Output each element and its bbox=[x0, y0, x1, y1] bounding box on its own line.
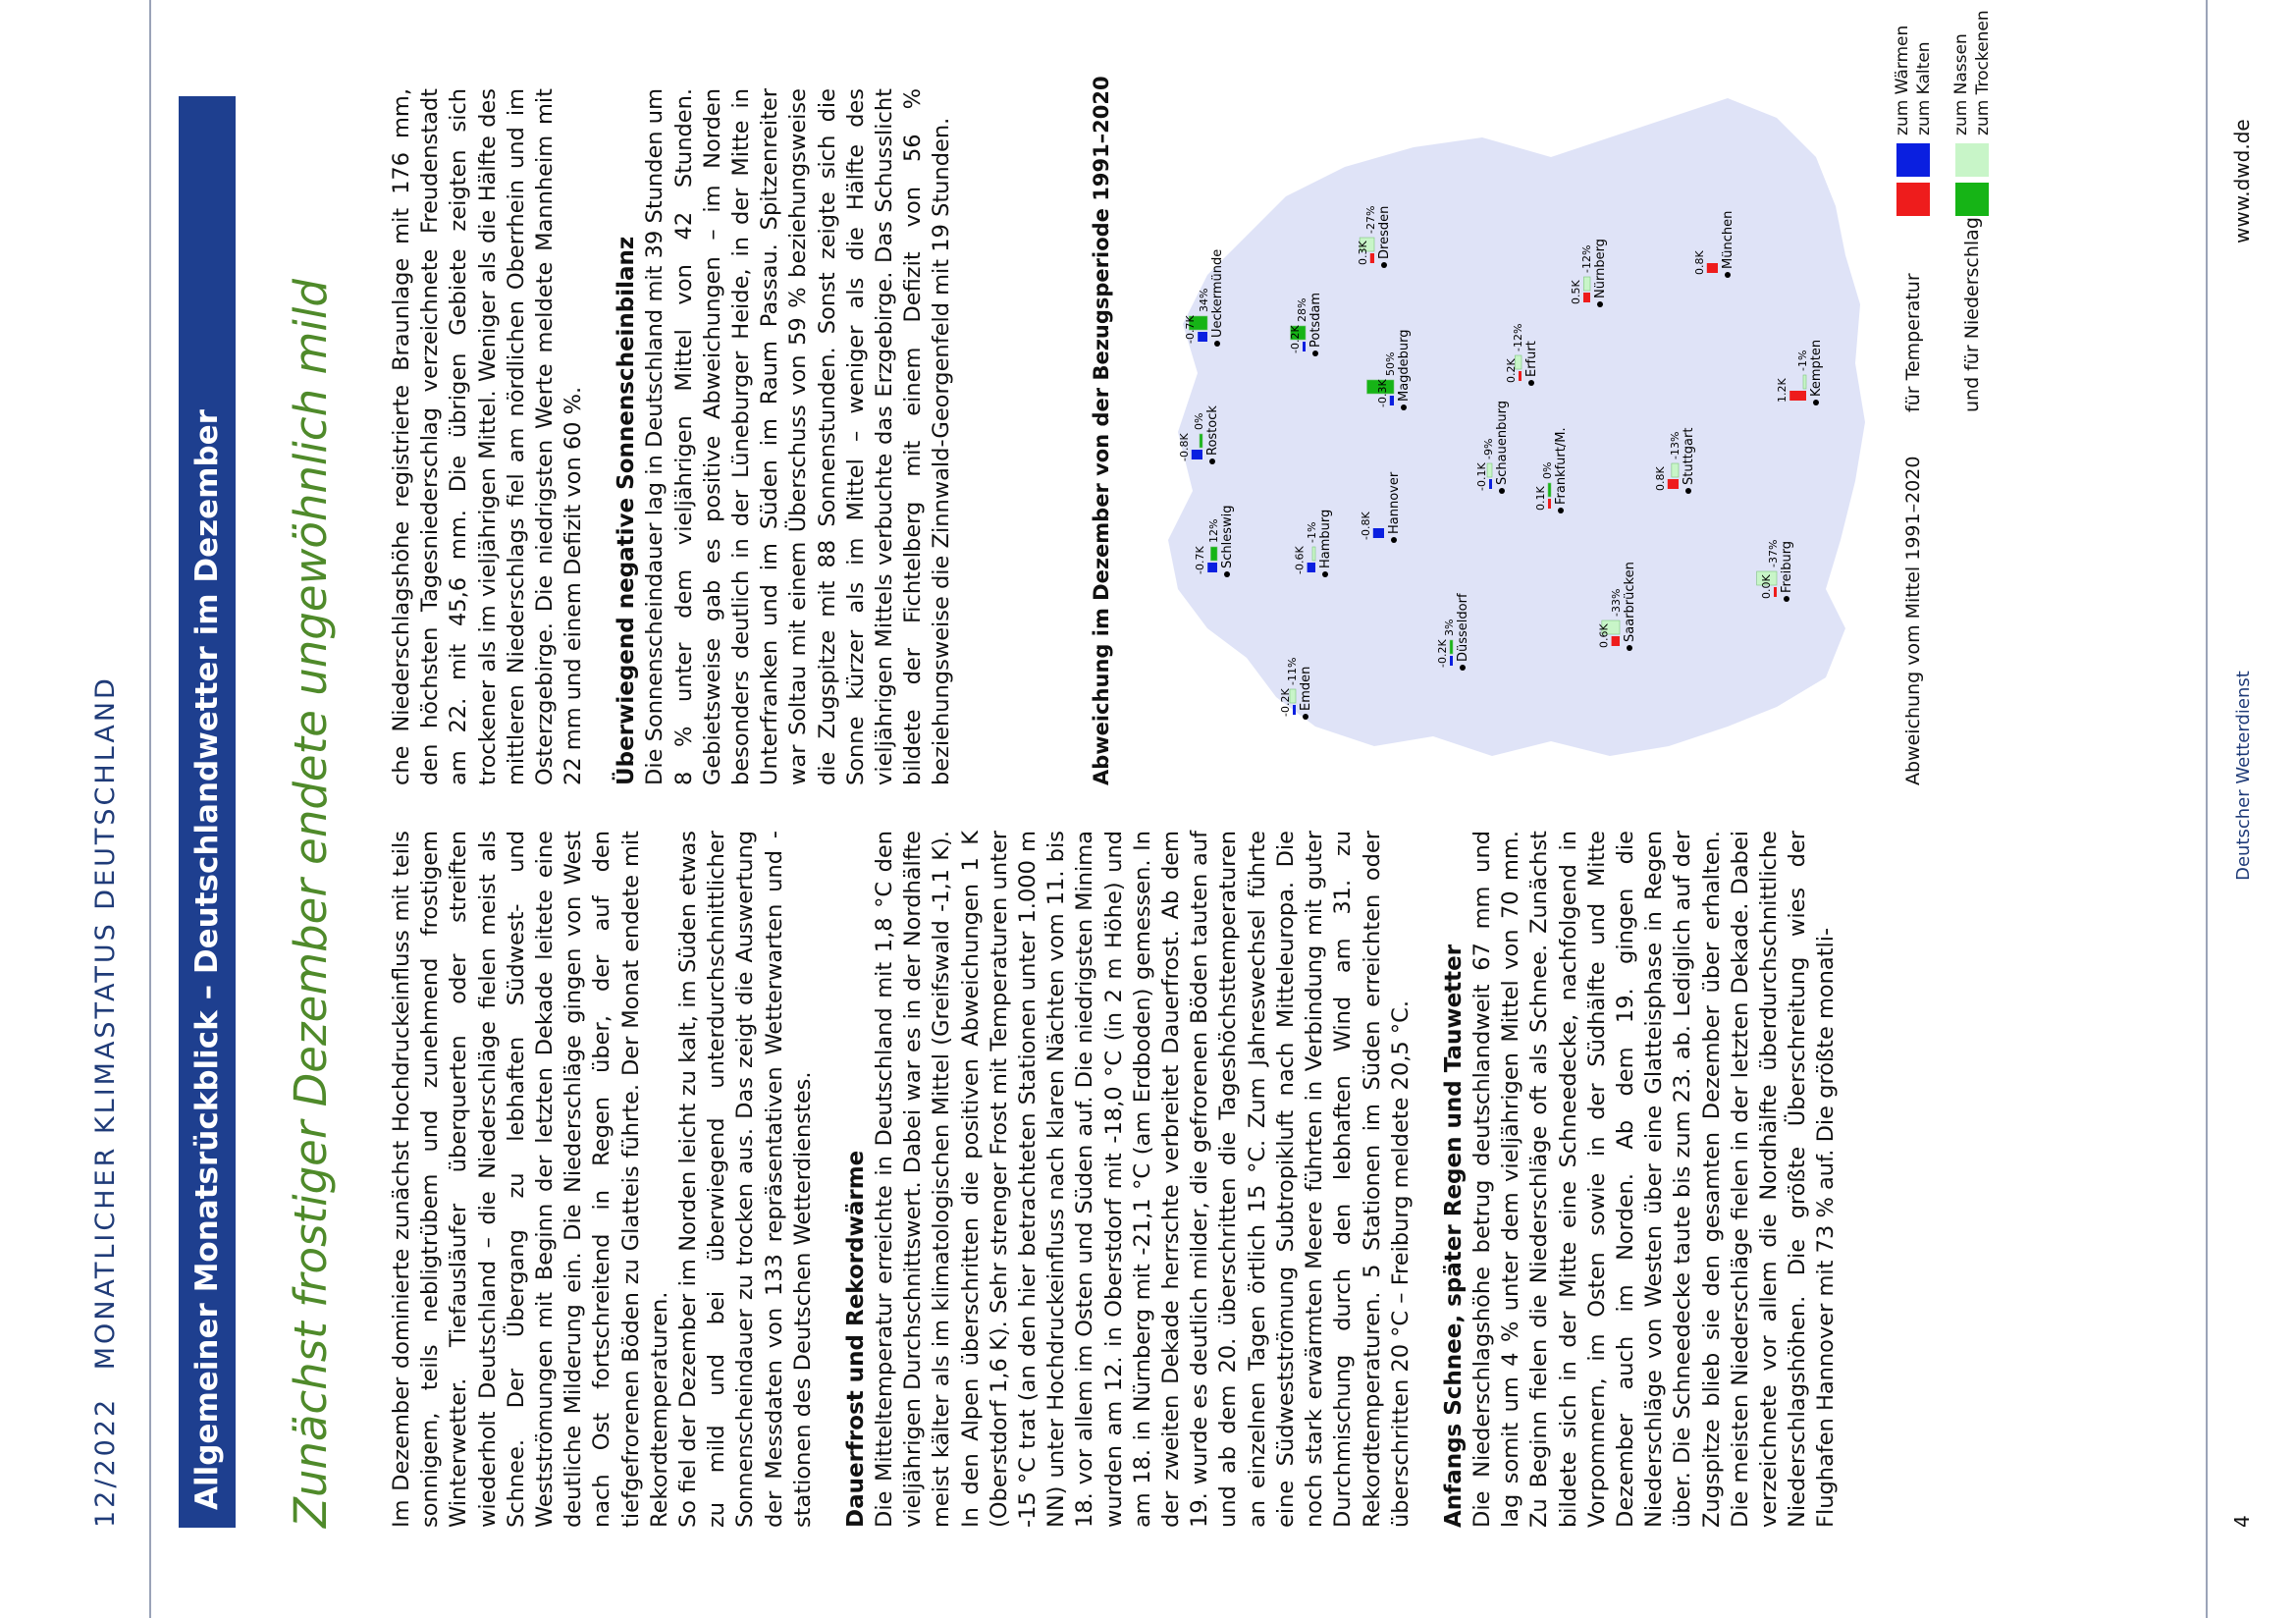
station-dot bbox=[1499, 488, 1505, 494]
precip-label: -12% bbox=[1512, 323, 1524, 351]
station-name: Kempten bbox=[1809, 339, 1824, 397]
precip-label: 0% bbox=[1193, 412, 1205, 430]
temp-bar bbox=[1668, 479, 1679, 489]
precip-label: -11% bbox=[1286, 657, 1299, 685]
temp-label: 0.8K bbox=[1692, 250, 1706, 275]
temp-label: 0.0K bbox=[1760, 574, 1773, 599]
precip-bar bbox=[1672, 463, 1679, 477]
station-dot bbox=[1813, 400, 1819, 405]
station-name: München bbox=[1721, 210, 1735, 269]
top-rule bbox=[149, 0, 151, 1618]
legend-warm-label: zum Wärmen bbox=[1893, 25, 1912, 135]
temp-label: -0.1K bbox=[1475, 462, 1488, 491]
section-heading: Anfangs Schnee, später Regen und Tauwetter bbox=[1440, 944, 1467, 1528]
station-dot bbox=[1725, 272, 1731, 278]
temp-label: 1.2K bbox=[1776, 378, 1789, 403]
temp-label: -0.2K bbox=[1279, 688, 1292, 717]
footer-url: www.dwd.de bbox=[2230, 119, 2254, 243]
temp-label: 0.1K bbox=[1534, 486, 1547, 511]
legend-wet-label: zum Nassen bbox=[1951, 33, 1971, 135]
station-dot bbox=[1224, 571, 1230, 577]
temp-label: 0.2K bbox=[1505, 358, 1518, 383]
precip-label: -9% bbox=[1482, 438, 1495, 459]
precip-label: -1% bbox=[1306, 521, 1318, 543]
station-name: Schauenburg bbox=[1495, 401, 1510, 485]
temp-bar bbox=[1707, 263, 1718, 273]
station-dot bbox=[1528, 380, 1534, 386]
text-column-left bbox=[388, 831, 1842, 1528]
precip-label: -33% bbox=[1610, 588, 1623, 617]
temp-label: -0.2K bbox=[1289, 325, 1302, 353]
temp-bar bbox=[1373, 528, 1384, 538]
article-headline: Zunächst frostiger Dezember endete ungewöhnlich mild bbox=[285, 279, 337, 1528]
temp-label: -0.3K bbox=[1375, 379, 1389, 407]
germany-land-shape bbox=[1168, 98, 1865, 756]
station-name: Potsdam bbox=[1308, 292, 1323, 348]
station-name: Frankfurt/M. bbox=[1554, 427, 1569, 505]
legend-swatch-warm bbox=[1896, 183, 1930, 216]
temp-bar bbox=[1548, 499, 1551, 509]
station-name: Magdeburg bbox=[1397, 329, 1412, 402]
text-column-right bbox=[388, 88, 957, 785]
temp-bar bbox=[1450, 656, 1453, 666]
map-legend bbox=[1893, 10, 2059, 785]
temp-bar bbox=[1192, 450, 1202, 459]
station-name: Nürnberg bbox=[1593, 239, 1608, 298]
temp-label: 0.3K bbox=[1356, 241, 1369, 265]
station-marker bbox=[1184, 249, 1225, 347]
temp-bar bbox=[1583, 293, 1590, 302]
temp-label: 0.5K bbox=[1570, 280, 1582, 304]
station-dot bbox=[1312, 351, 1318, 356]
temp-label: 0.6K bbox=[1597, 623, 1611, 648]
legend-swatch-wet bbox=[1955, 183, 1989, 216]
precip-label: 0% bbox=[1541, 461, 1554, 479]
precip-label: -12% bbox=[1580, 244, 1593, 273]
temp-bar bbox=[1519, 371, 1522, 381]
station-name: Düsseldorf bbox=[1456, 593, 1470, 662]
station-name: Saarbrücken bbox=[1623, 562, 1637, 642]
legend-cold-label: zum Kalten bbox=[1914, 41, 1934, 135]
section-heading: Dauerfrost und Rekordwärme bbox=[843, 1150, 870, 1528]
legend-temp-label: für Temperatur bbox=[1902, 273, 1924, 412]
legend-swatch-dry bbox=[1955, 143, 1989, 177]
precip-label: -27% bbox=[1364, 205, 1377, 234]
temp-label: -0.7K bbox=[1184, 315, 1198, 344]
station-name: Freiburg bbox=[1780, 540, 1794, 593]
precip-bar bbox=[1210, 547, 1217, 561]
precip-label: 28% bbox=[1296, 297, 1308, 322]
precip-label: -1% bbox=[1796, 350, 1809, 371]
temp-bar bbox=[1612, 636, 1620, 646]
page-header bbox=[90, 675, 121, 1528]
temp-label: -0.2K bbox=[1436, 639, 1449, 668]
temp-bar bbox=[1370, 253, 1374, 263]
temp-bar bbox=[1303, 342, 1306, 351]
precip-label: 34% bbox=[1198, 288, 1210, 312]
temp-label: -0.8K bbox=[1359, 512, 1372, 540]
temp-bar bbox=[1308, 563, 1315, 572]
station-dot bbox=[1381, 262, 1387, 268]
series-title: MONATLICHER KLIMASTATUS DEUTSCHLAND bbox=[90, 675, 121, 1371]
precip-bar bbox=[1548, 483, 1551, 497]
germany-anomaly-map bbox=[1139, 79, 1885, 785]
paragraph: che Niederschlagshöhe registrierte Braunlage mit 176 mm, den höchsten Tagesniederschlag verzeichnete Freudenstadt am 22. mit 45,6 mm. Die übrigen Gebiete zeigten sich trockener als im vieljährigen Mittel. Weniger als die Hälfte des mittleren Niederschlags fiel am nördlichen Oberrhein und im Osterzgebirge. Die niedrigsten Werte meldete Mannheim mit 22 mm und einem Defizit von 60 %. bbox=[389, 88, 587, 785]
paragraph: Die Mitteltemperatur erreichte in Deutschland mit 1,8 °C den vieljährigen Durchschnittswert. Dabei war es in der Nordhälfte meist kälter als im klimatologischen Mittel (Greifswald -1,1 K). In den Alpen überschritten die positiven Abweichungen 1 K (Oberstdorf 1,6 K). Sehr strenger Frost mit Temperaturen unter -15 °C trat (an den hier betrachteten Stationen unter 1.000 m NN) unter Hochdruckeinfluss nach klaren Nächten vom 11. bis 18. vor allem im Osten und Süden auf. Die niedrigsten Minima wurden am 12. in Oberstdorf mit -18,0 °C (in 2 m Höhe) und am 18. in Nürnberg mit -21,1 °C (am Erdboden) gemessen. In der zweiten Dekade herrschte verbreitet Dauerfrost. Ab dem 19. wurde es deutlich milder, die gefrorenen Böden tauten auf und ab dem 20. überschritten die Tageshöchsttemperaturen an einzelnen Tagen örtlich 15 °C. Zum Jahreswechsel führte eine Südwestströmung Subtropikluft nach Mitteleuropa. Die noch stark erwärmten Meere führten in Verbindung mit guter Durchmischung durch den lebhaften Wind am 31. zu Rekordtemperaturen. 5 Stationen im Süden erreichten oder überschritten 20 °C – Freiburg meldete 20,5 °C. bbox=[872, 831, 1414, 1528]
bottom-rule bbox=[2206, 0, 2208, 1618]
paragraph: Im Dezember dominierte zunächst Hochdruckeinfluss mit teils sonnigem, teils nebligtrübem und zunehmend frostigem Winterwetter. Tiefausläufer überquerten oder streiften wiederholt Deutschland – die Niederschläge fielen meist als Schnee. Der Übergang zu lebhaften Südwest- und Westströmungen mit Beginn der letzten Dekade leitete eine deutliche Milderung ein. Die Niederschläge gingen von West nach Ost fortschreitend in Regen über, der auf den tiefgefrorenen Böden zu Glatteis führte. Der Monat endete mit Rekordtemperaturen. bbox=[389, 831, 672, 1528]
temp-label: -0.8K bbox=[1177, 433, 1191, 461]
section-banner: Allgemeiner Monatsrückblick – Deutschlandwetter im Dezember bbox=[179, 96, 236, 1528]
station-name: Emden bbox=[1299, 666, 1313, 711]
station-dot bbox=[1627, 645, 1632, 651]
legend-precip-label: und für Niederschlag bbox=[1961, 217, 1983, 412]
temp-bar bbox=[1489, 479, 1492, 489]
precip-bar bbox=[1200, 434, 1202, 448]
precip-label: 3% bbox=[1443, 619, 1456, 636]
station-name: Hamburg bbox=[1318, 509, 1333, 568]
paragraph: Die Niederschlagshöhe betrug deutschlandweit 67 mm und lag somit um 4 % unter dem vieljährigen Mittel von 70 mm. Zu Beginn fielen die Niederschläge oft als Schnee. Zunächst bildete sich in der Mitte eine Schneedecke, nachfolgend in Vorpommern, im Osten sowie in der Südhälfte und Mitte Dezember auch im Norden. Ab dem 19. gingen die Niederschläge von Westen über eine Glatteisphase in Regen über. Die Schneedecke taute bis zum 23. ab. Lediglich auf der Zugspitze blieb sie den gesamten Dezember über erhalten. Die meisten Niederschläge fielen in der letzten Dekade. Dabei verzeichnete vor allem die Nordhälfte überdurchschnittliche Niederschlagshöhen. Die größte Überschreitung wies der Flughafen Hannover mit 73 % auf. Die größte monatli- bbox=[1468, 831, 1840, 1528]
page-number: 4 bbox=[2230, 1515, 2254, 1528]
station-dot bbox=[1209, 458, 1215, 464]
station-name: Hannover bbox=[1387, 471, 1402, 534]
map-title: Abweichung im Dezember von der Bezugsperiode 1991–2020 bbox=[1090, 76, 1113, 785]
footer-org: Deutscher Wetterdienst bbox=[2233, 671, 2254, 881]
station-name: Stuttgart bbox=[1682, 427, 1696, 485]
temp-label: -0.6K bbox=[1293, 546, 1307, 574]
precip-label: -13% bbox=[1669, 431, 1682, 459]
paragraph: So fiel der Dezember im Norden leicht zu kalt, im Süden etwas zu mild und bei überwiegend unterdurchschnittlicher Sonnenscheindauer zu trocken aus. Das zeigt die Auswertung der Messdaten von 133 repräsentativen Wetterwarten und -stationen des Deutschen Wetterdienstes. bbox=[675, 831, 816, 1528]
station-dot bbox=[1214, 341, 1220, 347]
station-name: Ueckermünde bbox=[1210, 248, 1225, 338]
station-name: Schleswig bbox=[1220, 505, 1235, 568]
precip-bar bbox=[1450, 640, 1453, 654]
legend-swatch-cold bbox=[1896, 143, 1930, 177]
station-name: Erfurt bbox=[1524, 341, 1539, 377]
temp-bar bbox=[1198, 332, 1207, 342]
station-dot bbox=[1784, 596, 1789, 602]
precip-bar bbox=[1312, 547, 1315, 561]
paragraph: Die Sonnenscheindauer lag in Deutschland mit 39 Stunden um 8 % unter dem vieljährigen Mittel von 42 Stunden. Gebietsweise gab es positive Abweichungen – im Norden besonders deutlich in der Lüneburger Heide, in der Mitte in Unterfranken und im Süden im Raum Passau. Spitzenreiter war Soltau mit einem Überschuss von 59 % beziehungsweise die Zugspitze mit 88 Sonnenstunden. Sonst zeigte sich die Sonne kürzer als im Mittel – weniger als die Hälfte des vieljährigen Mittels verbuchte das Erzgebirge. Das Schusslicht bildete der Fichtelberg mit einem Defizit von 56 % beziehungsweise die Zinnwald-Georgenfeld mit 19 Stunden. bbox=[642, 88, 955, 785]
station-name: Rostock bbox=[1205, 405, 1220, 456]
precip-bar bbox=[1803, 375, 1806, 389]
station-dot bbox=[1597, 301, 1603, 307]
temp-label: -0.7K bbox=[1194, 546, 1207, 574]
station-dot bbox=[1558, 508, 1564, 513]
station-name: Dresden bbox=[1377, 205, 1392, 259]
temp-bar bbox=[1293, 705, 1296, 715]
precip-label: -37% bbox=[1767, 539, 1780, 567]
station-dot bbox=[1685, 488, 1691, 494]
footer-left bbox=[2230, 671, 2254, 1528]
station-dot bbox=[1460, 665, 1466, 671]
precip-label: 50% bbox=[1384, 351, 1397, 376]
legend-dry-label: zum Trockenen bbox=[1973, 10, 1993, 135]
temp-bar bbox=[1390, 396, 1394, 405]
precip-bar bbox=[1583, 277, 1590, 291]
station-dot bbox=[1322, 571, 1328, 577]
section-heading: Überwiegend negative Sonnenscheinbilanz bbox=[614, 236, 640, 785]
station-dot bbox=[1303, 714, 1308, 720]
station-dot bbox=[1401, 404, 1407, 410]
temp-bar bbox=[1789, 391, 1806, 401]
temp-bar bbox=[1207, 563, 1217, 572]
temp-label: 0.8K bbox=[1653, 466, 1667, 491]
station-dot bbox=[1391, 537, 1397, 543]
legend-caption: Abweichung vom Mittel 1991–2020 bbox=[1902, 456, 1924, 785]
issue-date: 12/2022 bbox=[90, 1396, 121, 1528]
precip-label: 12% bbox=[1207, 518, 1220, 543]
temp-bar bbox=[1774, 587, 1777, 597]
